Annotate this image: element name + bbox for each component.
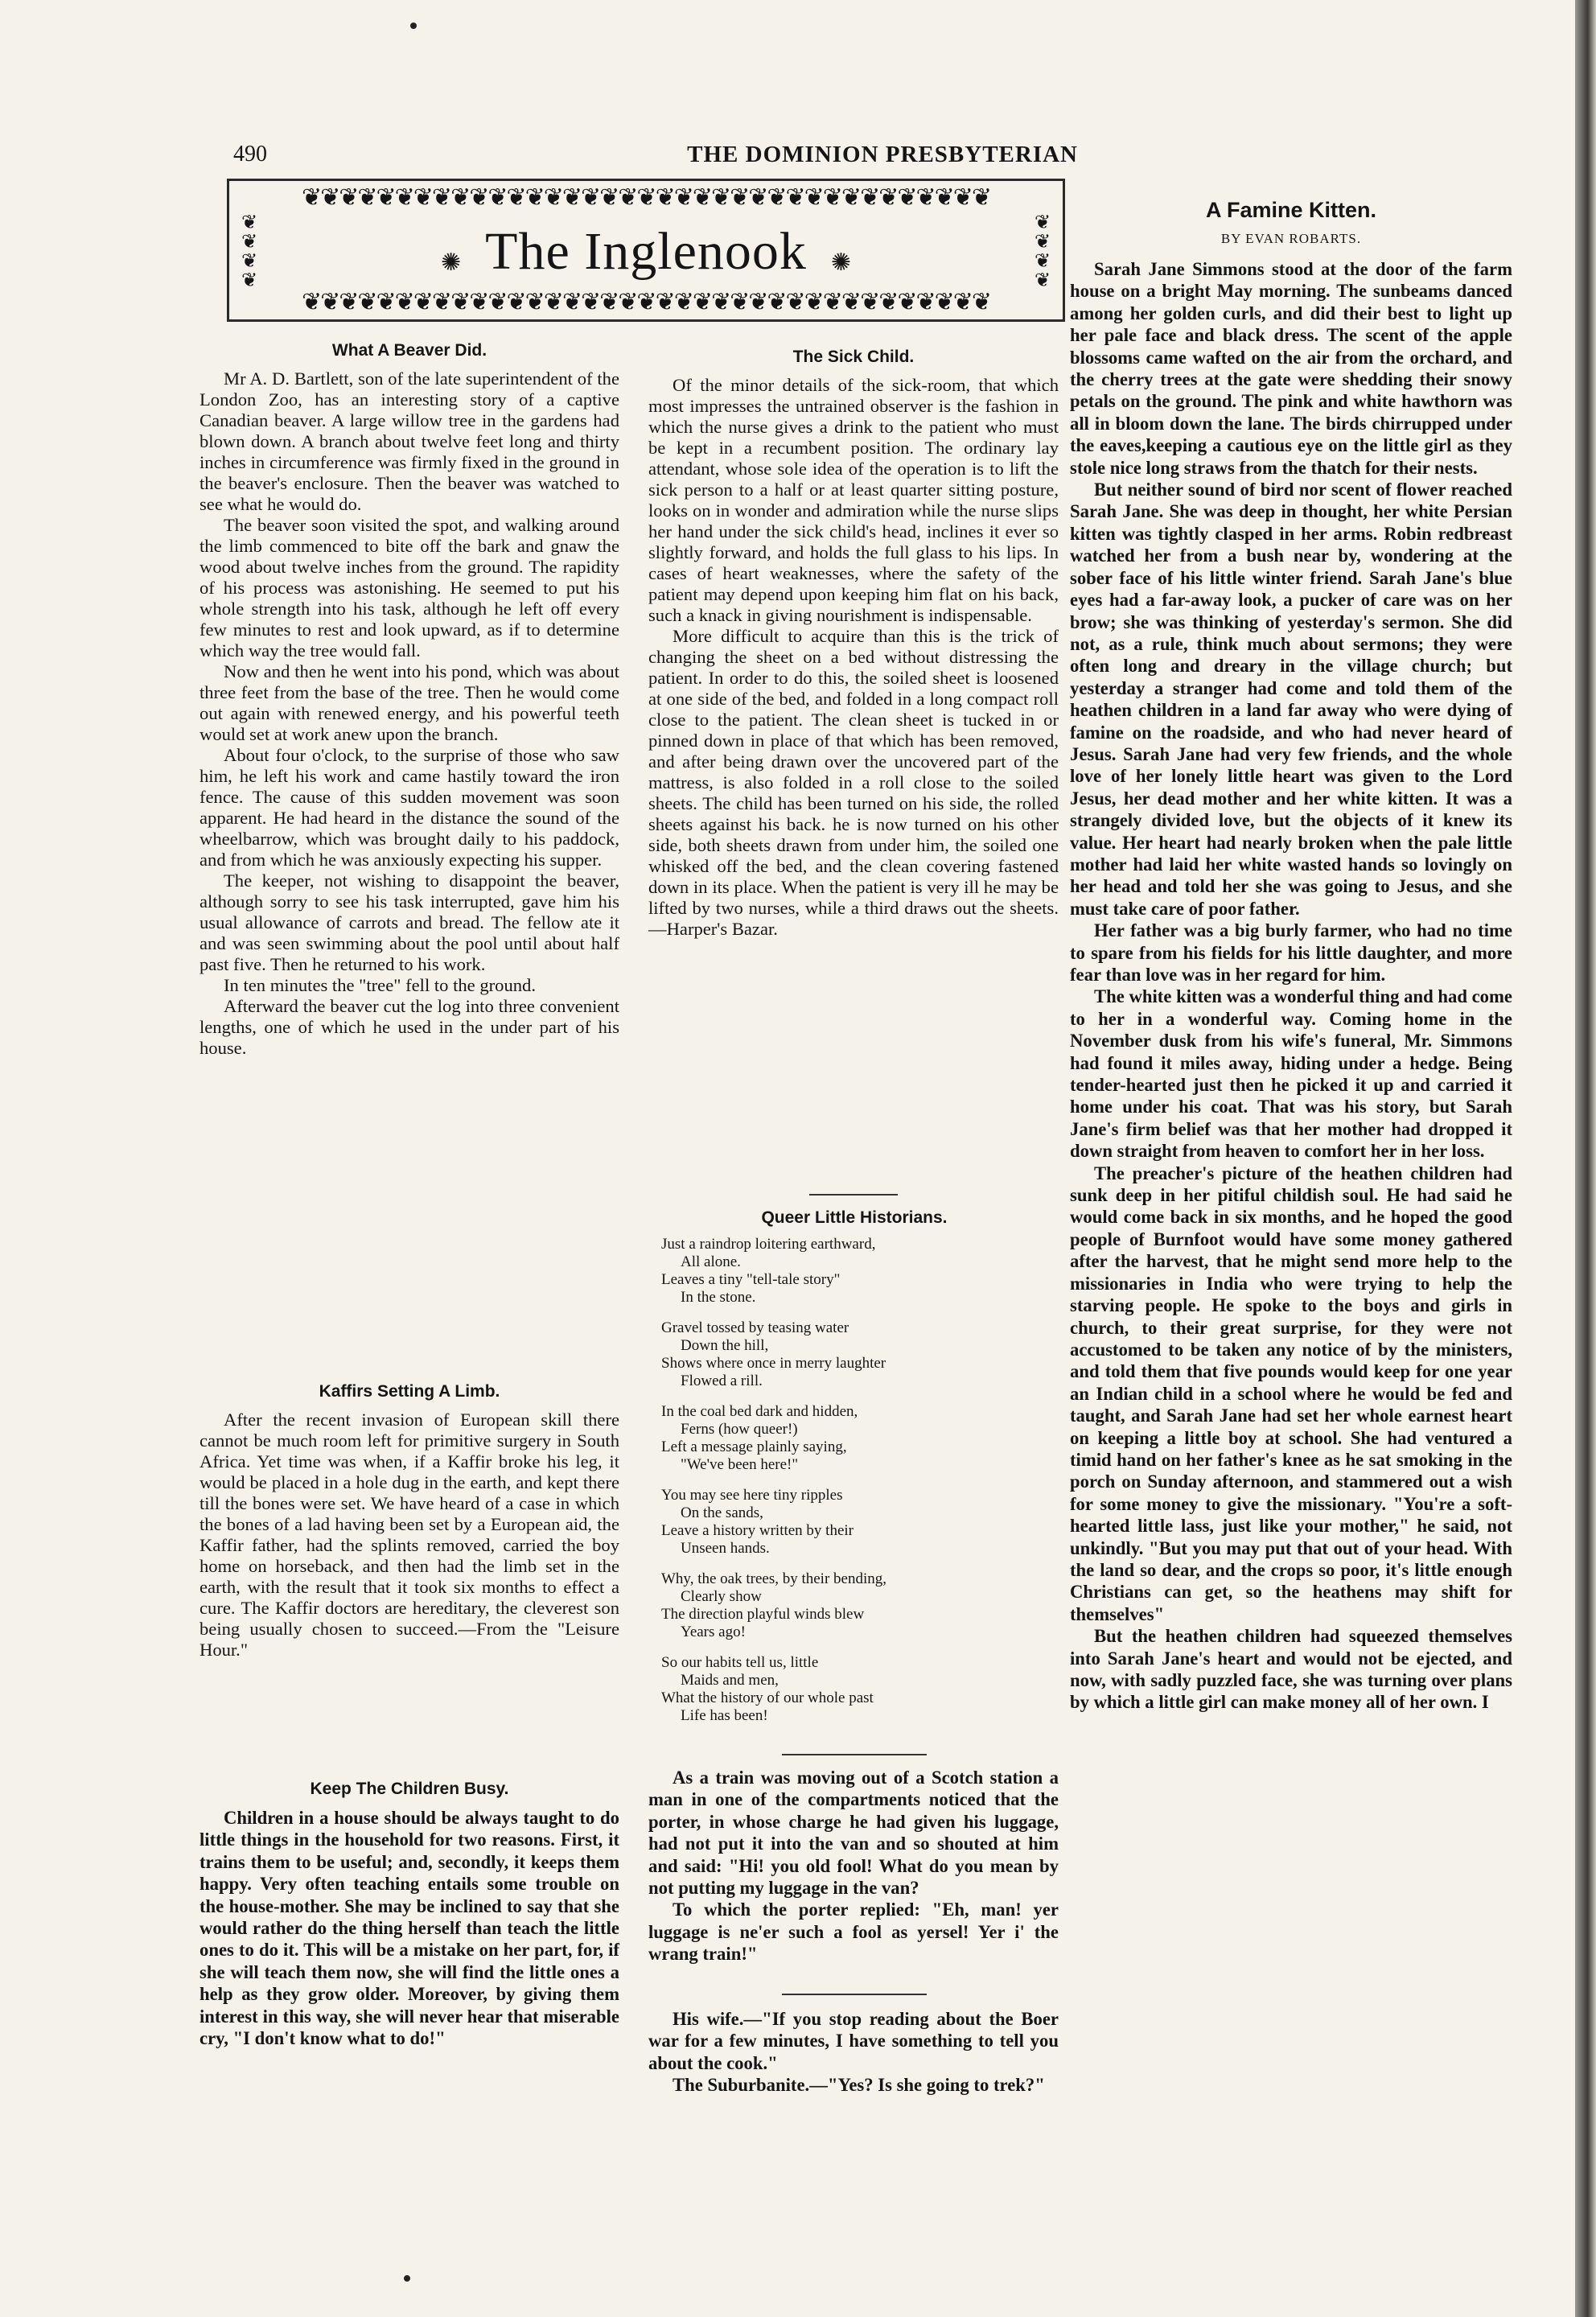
poem-line: In the stone.: [681, 1289, 756, 1306]
poem-body: [661, 1236, 1047, 1725]
article-title: A Famine Kitten.: [1205, 198, 1377, 222]
article-title: Kaffirs Setting A Limb.: [319, 1382, 500, 1401]
poem-line: The direction playful winds blew: [661, 1606, 865, 1623]
article-sick-child: [648, 348, 1059, 940]
rosette-icon: ✺: [830, 249, 851, 276]
poem-line: So our habits tell us, little: [661, 1654, 819, 1671]
poem-stanza: [661, 1654, 1047, 1725]
article-kaffirs: [200, 1382, 619, 1661]
article-title: What A Beaver Did.: [331, 341, 487, 360]
banner-ornament-right: ❦ ❦ ❦ ❦: [1034, 213, 1051, 290]
poem-line: Just a raindrop loitering earthward,: [661, 1236, 876, 1253]
poem-line: Maids and men,: [681, 1672, 779, 1689]
page-number: 490: [233, 142, 267, 167]
inglenook-banner: [227, 179, 1065, 322]
article-title: Keep The Children Busy.: [310, 1780, 509, 1798]
article-beaver: [200, 341, 619, 1059]
banner-ornament-left: ❦ ❦ ❦ ❦: [241, 213, 258, 290]
poem-line: Down the hill,: [681, 1337, 769, 1354]
article-body: [200, 368, 619, 1059]
poem-line: Flowed a rill.: [681, 1373, 763, 1389]
paragraph: After the recent invasion of European skill there cannot be much room left for primitive surgery in South Africa. Yet time was when, if a Kaffir broke his leg, it would be placed in a hole dug in the earth, and kept there till the bones were set. We have heard of a case in which the bones of a lad having been set by a European aid, the Kaffir father, had the splints removed, carried the boy home on horseback, and then had the limb set in the earth, with the result that it took six months to effect a cure. The Kaffir doctors are hereditary, the cleverest son being usually chosen to succeed.—From the "Leisure Hour.": [200, 1410, 619, 1660]
paragraph: The preacher's picture of the heathen children had sunk deep in her pitiful childish soul. He had said he would come back in six months, and he hoped the good people of Burnfoot would have some money gathered after the harvest, that he might send more help to the missionaries in India who were trying to help the starving people. He spoke to the boys and girls in church, to their great surprise, for they were not accustomed to be taken any notice of by the ministers, and told them that five pounds would keep for one year an Indian child in a school where he would be fed and taught, and Sarah Jane had set her whole earnest heart on keeping a little boy at school. She had ventured a timid hand on her father's knee as he sat smoking in the porch on Sunday afternoon, and stammered out a wish for some money to give the missionary. "You're a soft-hearted little lass, just like your mother," he said, not unkindly. "But you may put that out of your head. With the land so dear, and the crops so poor, it's little enough Christians can get, so the heathens may shift for themselves": [1070, 1163, 1512, 1624]
poem-line: "We've been here!": [681, 1456, 799, 1473]
rosette-icon: ✺: [441, 249, 462, 276]
article-body: [648, 2008, 1059, 2097]
poem-title: Queer Little Historians.: [761, 1208, 948, 1227]
anecdote-train: [648, 1767, 1059, 1965]
paragraph: In ten minutes the "tree" fell to the ground.: [224, 975, 536, 995]
paragraph: Afterward the beaver cut the log into three convenient lengths, one of which he used in the under part of his house.: [200, 996, 619, 1058]
byline: BY EVAN ROBARTS.: [1220, 231, 1362, 246]
banner-ornament-top: ❦❦❦❦❦❦❦❦❦❦❦❦❦❦❦❦❦❦❦❦❦❦❦❦❦❦❦❦❦❦❦❦❦❦❦❦❦: [301, 186, 991, 210]
paragraph: Of the minor details of the sick-room, that which most impresses the untrained observer is the fashion in which the nurse gives a drink to the patient who must be kept in a recumbent position. The ordinary lay attendant, whose sole idea of the operation is to lift the sick person to a half or at least quarter sitting posture, looks on in wonder and admiration while the nurse slips her hand under the sick child's head, inclines it ever so slightly forward, and holds the full glass to his lips. In cases of heart weaknesses, where the safety of the patient may depend upon keeping him flat on his back, such a knack in giving nourishment is indispensable.: [648, 375, 1059, 625]
poem-line: Unseen hands.: [681, 1540, 770, 1557]
paragraph: About four o'clock, to the surprise of those who saw him, he left his work and came hastily toward the iron fence. The cause of this sudden movement was soon apparent. He had heard in the distance the sound of the wheelbarrow, which was brought daily to his paddock, and from which he was anxiously expecting his supper.: [200, 745, 619, 870]
poem-line: Leave a history written by their: [661, 1522, 854, 1539]
punch-dot-bottom: [404, 2275, 410, 2282]
article-body: [1070, 258, 1512, 1714]
poem-stanza: [661, 1403, 1047, 1474]
paragraph: But neither sound of bird nor scent of flower reached Sarah Jane. She was deep in thought, her white Persian kitten was tightly clasped in her arms. Robin redbreast watched her from a bush near by, wondering at the sober face of his little winter friend. Sarah Jane's blue eyes had a far-away look, a pucker of care was on her brow; she was thinking of yesterday's sermon. She did not, as a rule, think much about sermons; they were often long and dreary in the village church; but yesterday a stranger had come and told them of the heathen children in a land far away who were dying of famine on the roadside, and who had never heard of Jesus. Sarah Jane had very few friends, and the whole love of her lonely little heart was given to the Lord Jesus, her dead mother and her white kitten. It was a strangely divided love, but the objects of it knew its value. Her heart had nearly broken when the pale little mother had laid her white wasted hands so lovingly on her head and told her she was going to Jesus, and she must take care of poor father.: [1070, 479, 1512, 919]
poem-line: Clearly show: [681, 1588, 762, 1605]
banner-title-row: [278, 213, 1014, 287]
poem-line: On the sands,: [681, 1504, 763, 1521]
banner-title: The Inglenook: [485, 222, 807, 281]
page-header: [233, 142, 1078, 174]
divider-rule: [782, 1754, 927, 1755]
poem-line: In the coal bed dark and hidden,: [661, 1403, 858, 1420]
paragraph: The keeper, not wishing to disappoint the beaver, although sorry to see his task interrupted, gave him his usual allowance of carrots and bread. The fellow ate it and was seen swimming about the pool until about half past five. Then he returned to his work.: [200, 870, 619, 974]
anecdote-cook: [648, 2008, 1059, 2097]
poem-line: Why, the oak trees, by their bending,: [661, 1570, 886, 1587]
article-body: [648, 375, 1059, 940]
article-body: [200, 1410, 619, 1661]
poem-stanza: [661, 1319, 1047, 1390]
article-famine-kitten: [1070, 198, 1512, 1714]
article-body: [200, 1807, 619, 2049]
poem-line: Years ago!: [681, 1624, 746, 1640]
divider-rule: [782, 1994, 927, 1995]
poem-line: What the history of our whole past: [661, 1689, 874, 1706]
paragraph: More difficult to acquire than this is the trick of changing the sheet on a bed without distressing the patient. In order to do this, the soiled sheet is loosened at one side of the bed, and folded in a long compact roll close to the patient. The clean sheet is tucked in or pinned down in place of that which has been removed, and after being drawn over the uncovered part of the mattress, is also folded in a roll close to the soiled sheets. The child has been turned on his side, the rolled sheets against his back. he is now turned on his other side, both sheets drawn from under him, the soiled one whisked off the bed, and the clean covering fastened down in its place. When the patient is very ill he may be lifted by two nurses, while a third draws out the sheets.—Harper's Bazar.: [648, 626, 1059, 939]
article-title: The Sick Child.: [792, 348, 915, 366]
poem-line: Leaves a tiny "tell-tale story": [661, 1271, 841, 1288]
divider-rule: [809, 1194, 898, 1196]
poem-line: Ferns (how queer!): [681, 1421, 798, 1438]
poem-stanza: [661, 1570, 1047, 1641]
page-edge-shadow: [1575, 0, 1596, 2317]
poem-stanza: [661, 1487, 1047, 1558]
banner-ornament-bottom: ❦❦❦❦❦❦❦❦❦❦❦❦❦❦❦❦❦❦❦❦❦❦❦❦❦❦❦❦❦❦❦❦❦❦❦❦❦: [301, 290, 991, 315]
paragraph: The beaver soon visited the spot, and walking around the limb commenced to bite off the bark and gnaw the wood about twelve inches from the ground. The rapidity of his process was astonishing. He seemed to put his whole strength into his task, although he left off every few minutes to rest and look upward, as if to determine which way the tree would fall.: [200, 515, 619, 661]
paragraph: To which the porter replied: "Eh, man! yer luggage is ne'er such a fool as yersel! Yer i' the wrang train!": [648, 1899, 1059, 1965]
paragraph: Now and then he went into his pond, which was about three feet from the base of the tree. Then he would come out again with renewed energy, and his powerful teeth would set at work anew upon the branch.: [200, 661, 619, 744]
paragraph: His wife.—"If you stop reading about the Boer war for a few minutes, I have something to tell you about the cook.": [648, 2009, 1059, 2073]
paragraph: Sarah Jane Simmons stood at the door of the farm house on a bright May morning. The sunbeams danced among her golden curls, and did their best to light up her pale face and black dress. The scent of the apple blossoms came wafted on the air from the orchard, and the cherry trees at the gate were shedding their snowy petals on the ground. The pink and white hawthorn was all in bloom down the lane. The birds chirrupped under the eaves,keeping a cautious eye on the little girl as they stole nice long straws from the thatch for their nests.: [1070, 259, 1512, 478]
poem-queer-little-historians: [661, 1208, 1047, 1738]
poem-line: All alone.: [681, 1253, 741, 1270]
paragraph: As a train was moving out of a Scotch station a man in one of the compartments noticed that the porter, in whose charge he had given his luggage, had not put it into the van and so shouted at him and said: "Hi! you old fool! What do you mean by not putting my luggage in the van?: [648, 1768, 1059, 1899]
poem-line: Life has been!: [681, 1707, 768, 1724]
poem-line: Gravel tossed by teasing water: [661, 1319, 849, 1336]
poem-line: You may see here tiny ripples: [661, 1487, 843, 1504]
poem-stanza: [661, 1236, 1047, 1307]
paragraph: Children in a house should be always taught to do little things in the household for two reasons. First, it trains them to be useful; and, secondly, it keeps them happy. Very often teaching entails some trouble on the house-mother. She may be inclined to say that she would rather do the thing herself than teach the little ones to do it. This will be a mistake on her part, for, if she will teach them now, she will find the little ones a help as they grow older. Moreover, by giving them interest in this way, she will never hear that miserable cry, "I don't know what to do!": [200, 1808, 619, 2049]
paragraph: But the heathen children had squeezed themselves into Sarah Jane's heart and would not be ejected, and now, with sadly puzzled face, she was turning over plans by which a little girl can make money all of her own. I: [1070, 1626, 1512, 1713]
paragraph: The white kitten was a wonderful thing and had come to her in a wonderful way. Coming home in the November dusk from his wife's funeral, Mr. Simmons had found it miles away, hiding under a hedge. Being tender-hearted just then he picked it up and carried it home under his coat. That was his story, but Sarah Jane's firm belief was that her mother had dropped it down straight from heaven to comfort her in her loss.: [1070, 986, 1512, 1162]
newspaper-title: THE DOMINION PRESBYTERIAN: [687, 142, 1078, 167]
paragraph: Mr A. D. Bartlett, son of the late superintendent of the London Zoo, has an interesting story of a captive Canadian beaver. A large willow tree in the gardens had blown down. A branch about twelve feet long and thirty inches in circumference was firmly fixed in the ground in the beaver's enclosure. Then the beaver was watched to see what he would do.: [200, 368, 619, 514]
punch-dot-top: [410, 23, 417, 29]
article-children-busy: [200, 1780, 619, 2049]
poem-line: Shows where once in merry laughter: [661, 1355, 886, 1372]
article-body: [648, 1767, 1059, 1965]
paragraph: The Suburbanite.—"Yes? Is she going to trek?": [673, 2075, 1045, 2096]
poem-line: Left a message plainly saying,: [661, 1438, 847, 1455]
paragraph: Her father was a big burly farmer, who had no time to spare from his fields for his little daughter, and more fear than love was in her regard for him.: [1070, 920, 1512, 985]
